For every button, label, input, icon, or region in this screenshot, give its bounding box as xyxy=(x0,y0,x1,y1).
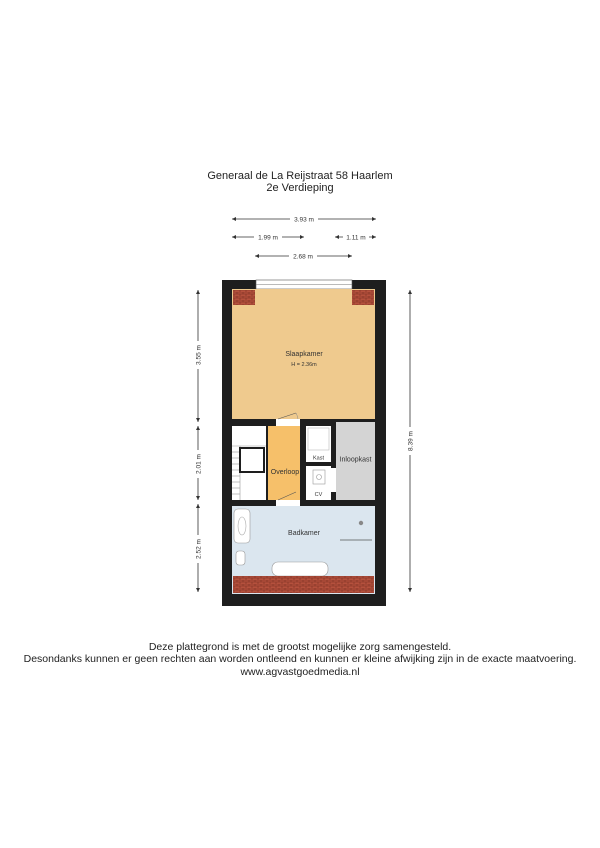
roof-tiles-top-right xyxy=(352,290,374,305)
sink-icon xyxy=(234,509,250,543)
dim-top-left-label: 1.99 m xyxy=(258,234,278,242)
disclaimer-line-2: Desondanks kunnen er geen rechten aan worden ontleend en kunnen er kleine afwijking zijn in de exacte maatvoering. xyxy=(23,653,577,665)
dim-left-middle-label: 2.01 m xyxy=(195,454,203,474)
dim-left-lower-label: 2.52 m xyxy=(195,539,203,559)
dim-right-total-label: 8.39 m xyxy=(407,431,415,451)
address-title: Generaal de La Reijstraat 58 Haarlem xyxy=(207,170,393,182)
dim-top-total-label: 3.93 m xyxy=(294,216,314,224)
stair-void xyxy=(240,448,264,472)
room-label-cv: CV xyxy=(314,492,323,498)
door-inloopkast xyxy=(331,468,336,492)
room-label-slaapkamer: Slaapkamer xyxy=(285,351,323,358)
floor-title: 2e Verdieping xyxy=(266,182,334,194)
dim-right-total xyxy=(404,290,416,592)
room-label-overloop: Overloop xyxy=(270,469,300,476)
dim-top-right xyxy=(335,232,376,242)
dim-top-left xyxy=(232,232,304,242)
room-overloop xyxy=(268,426,300,500)
disclaimer-line-1: Deze plattegrond is met de grootst mogelijke zorg samengesteld. xyxy=(148,641,452,653)
room-height-slaapkamer: H = 2.36m xyxy=(291,362,317,368)
drain-icon xyxy=(359,521,363,525)
room-label-inloopkast: Inloopkast xyxy=(339,456,372,464)
dim-left-upper-label: 3.55 m xyxy=(195,345,203,365)
dim-left-upper xyxy=(192,290,204,422)
dim-top-inner xyxy=(255,251,352,261)
bathtub-icon xyxy=(272,562,328,576)
website-link[interactable]: www.agvastgoedmedia.nl xyxy=(240,666,360,678)
room-label-kast: Kast xyxy=(312,455,325,462)
dim-top-inner-label: 2.68 m xyxy=(293,253,313,261)
toilet-icon xyxy=(236,551,245,565)
roof-tiles-bottom xyxy=(233,576,374,593)
dim-left-middle xyxy=(192,426,204,500)
dim-top-total xyxy=(232,214,376,224)
roof-tiles-top-left xyxy=(233,290,255,305)
dim-top-right-label: 1.11 m xyxy=(346,234,366,242)
dim-left-lower xyxy=(192,504,204,592)
room-label-badkamer: Badkamer xyxy=(288,530,320,537)
